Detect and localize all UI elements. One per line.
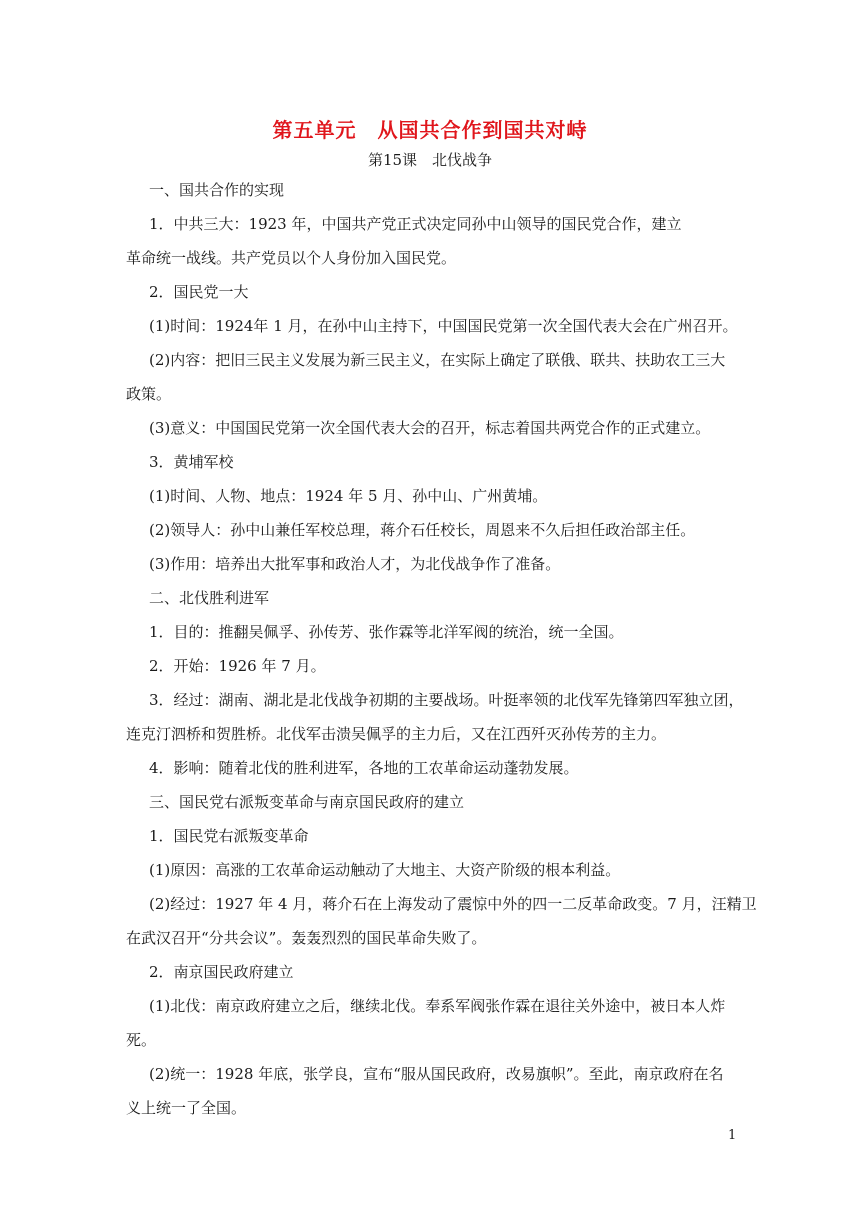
paragraph-line: 4．影响：随着北伐的胜利进军，各地的工农革命运动蓬勃发展。 (149, 759, 579, 777)
paragraph-line: (2)统一：1928 年底，张学良，宣布“服从国民政府，改易旗帜”。至此，南京政府在名 (149, 1065, 724, 1083)
paragraph-line: (2)内容：把旧三民主义发展为新三民主义，在实际上确定了联俄、联共、扶助农工三大 (149, 351, 726, 369)
paragraph-line: 3．经过：湖南、湖北是北伐战争初期的主要战场。叶挺率领的北伐军先锋第四军独立团， (149, 691, 744, 709)
paragraph-line: (1)时间、人物、地点：1924 年 5 月、孙中山、广州黄埔。 (149, 487, 548, 505)
paragraph-line: (1)原因：高涨的工农革命运动触动了大地主、大资产阶级的根本利益。 (149, 861, 621, 879)
section-heading: 三、国民党右派叛变革命与南京国民政府的建立 (149, 793, 465, 811)
paragraph-line: 政策。 (126, 385, 172, 403)
paragraph-line: 1．中共三大：1923 年，中国共产党正式决定同孙中山领导的国民党合作，建立 (149, 215, 682, 233)
subsection-heading: 1．国民党右派叛变革命 (149, 827, 309, 845)
lesson-title: 第15课 北伐战争 (367, 151, 493, 169)
subsection-heading: 3．黄埔军校 (149, 453, 234, 471)
unit-title: 第五单元 从国共合作到国共对峙 (272, 118, 588, 142)
paragraph-line: (2)领导人：孙中山兼任军校总理，蒋介石任校长，周恩来不久后担任政治部主任。 (149, 521, 696, 539)
paragraph-line: 2．开始：1926 年 7 月。 (149, 657, 326, 675)
paragraph-line: (3)意义：中国国民党第一次全国代表大会的召开，标志着国共两党合作的正式建立。 (149, 419, 711, 437)
paragraph-line: 义上统一了全国。 (126, 1099, 247, 1117)
page-number: 1 (728, 1128, 737, 1143)
paragraph-line: (1)北伐：南京政府建立之后，继续北伐。奉系军阀张作霖在退往关外途中，被日本人炸 (149, 997, 726, 1015)
paragraph-line: (3)作用：培养出大批军事和政治人才，为北伐战争作了准备。 (149, 555, 561, 573)
paragraph-line: 在武汉召开“分共会议”。轰轰烈烈的国民革命失败了。 (126, 929, 487, 947)
paragraph-line: 连克汀泗桥和贺胜桥。北伐军击溃吴佩孚的主力后，又在江西歼灭孙传芳的主力。 (126, 725, 667, 743)
paragraph-line: 1．目的：推翻吴佩孚、孙传芳、张作霖等北洋军阀的统治，统一全国。 (149, 623, 624, 641)
subsection-heading: 2．南京国民政府建立 (149, 963, 294, 981)
paragraph-line: 革命统一战线。共产党员以个人身份加入国民党。 (126, 249, 457, 267)
paragraph-line: 死。 (126, 1031, 157, 1049)
section-heading: 一、国共合作的实现 (149, 181, 285, 199)
subsection-heading: 2．国民党一大 (149, 283, 249, 301)
section-heading: 二、北伐胜利进军 (149, 589, 270, 607)
paragraph-line: (2)经过：1927 年 4 月，蒋介石在上海发动了震惊中外的四一二反革命政变。7 月，汪精卫 (149, 895, 757, 913)
paragraph-line: (1)时间：1924年 1 月，在孙中山主持下，中国国民党第一次全国代表大会在广州召开。 (149, 317, 738, 335)
